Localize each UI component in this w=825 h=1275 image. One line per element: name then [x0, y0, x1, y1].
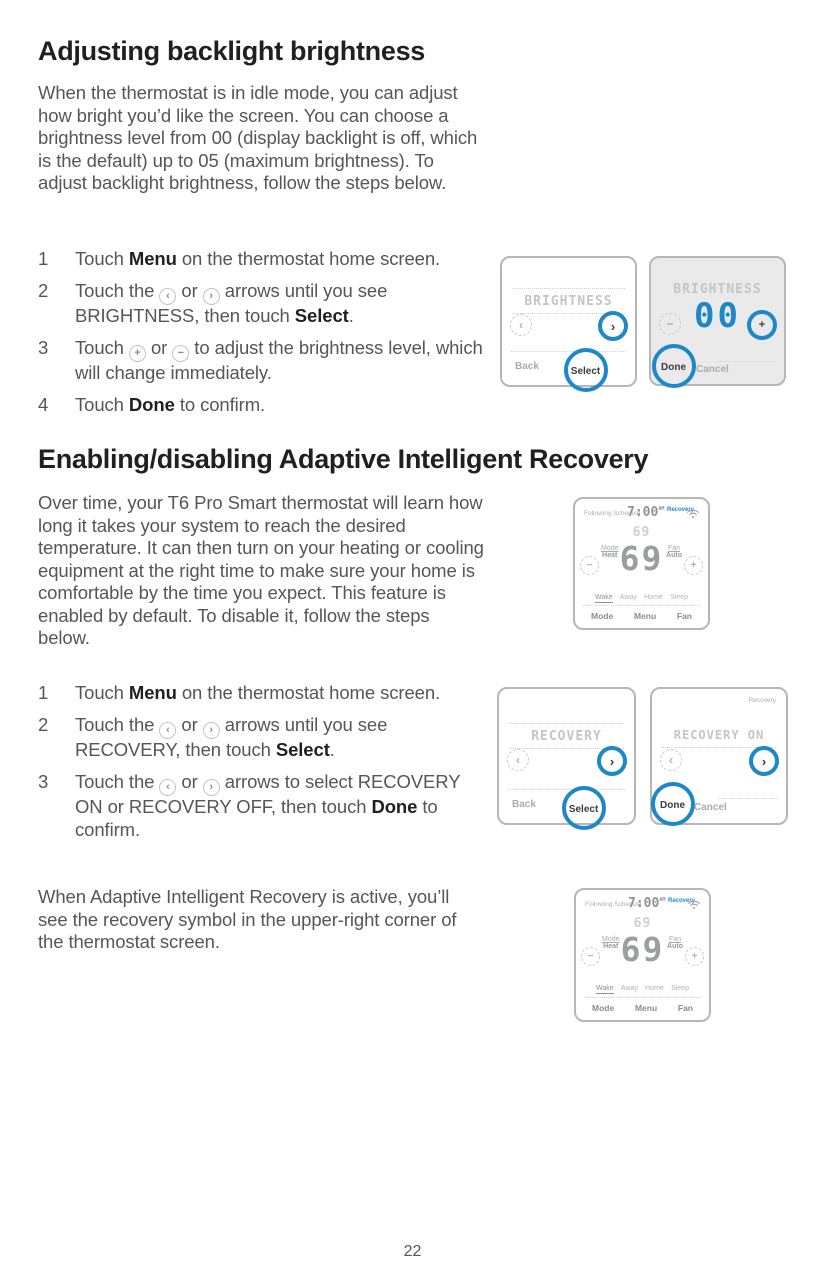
step-number: 2: [38, 714, 49, 735]
step-bold-keyword: Done: [371, 796, 418, 817]
circled-key-icon: ›: [203, 288, 220, 305]
mode-button: Mode: [591, 611, 614, 621]
step-number: 3: [38, 337, 49, 358]
circled-key-icon: ‹: [159, 288, 176, 305]
menu-title-frame: [509, 723, 624, 749]
circled-key-icon: ›: [203, 779, 220, 796]
step-text-fragment: or: [145, 337, 173, 358]
thermostat-screen-brightness-select: [500, 256, 637, 387]
minus-glyph: −: [666, 317, 674, 331]
step-bold-keyword: Menu: [128, 248, 177, 269]
plus-button: [685, 947, 704, 966]
cancel-button: Cancel: [694, 802, 727, 813]
step-number: 4: [38, 394, 49, 415]
step-bold-keyword: Done: [128, 394, 175, 415]
step-item: [38, 248, 488, 271]
current-temperature: 69: [620, 930, 665, 969]
schedule-periods: [596, 985, 689, 994]
circled-key-icon: ›: [203, 722, 220, 739]
plus-glyph: +: [690, 560, 697, 571]
time-value: 7:00: [628, 896, 660, 911]
thermostat-screen-brightness-adjust: [649, 256, 786, 386]
callout-right-arrow: [597, 746, 627, 776]
fan-indicator: [666, 545, 682, 559]
clock-display: [628, 896, 665, 911]
step-number: 1: [38, 682, 49, 703]
mode-indicator: [602, 936, 620, 950]
status-text: Following Schedule: [585, 901, 642, 908]
clock-display: [627, 505, 664, 520]
status-text: Following Schedule: [584, 510, 641, 517]
step-text-fragment: Touch: [75, 248, 129, 269]
screen-bottom-bar: [508, 789, 625, 814]
step-item: [38, 280, 488, 328]
done-button-callout: [661, 357, 686, 375]
mode-button: Mode: [592, 1003, 615, 1013]
step-text-fragment: Touch the: [75, 714, 160, 735]
select-button: Select: [568, 804, 599, 815]
menu-button: Menu: [633, 611, 657, 621]
circled-key-icon: ‹: [159, 779, 176, 796]
step-text: [75, 771, 488, 841]
menu-button: Menu: [634, 1003, 658, 1013]
step-text-fragment: to confirm.: [174, 394, 266, 415]
step-text: [75, 714, 488, 762]
step-text: [75, 248, 440, 271]
step-text-fragment: to confirm.: [75, 796, 438, 840]
brightness-menu-label: BRIGHTNESS: [524, 294, 613, 309]
select-button-callout: [569, 799, 598, 817]
step-bold-keyword: Select: [275, 739, 330, 760]
period-wake: Wake: [596, 985, 614, 992]
fan-button: Fan: [676, 611, 692, 621]
period-wake: Wake: [595, 594, 613, 601]
brightness-menu-label: BRIGHTNESS: [673, 282, 762, 297]
right-arrow-icon: ›: [610, 318, 616, 334]
done-button-callout: [660, 795, 685, 813]
period-away: Away: [619, 594, 637, 601]
recovery-intro-paragraph: Over time, your T6 Pro Smart thermostat will learn how long it takes your system to reach the desired temperature. It can then turn on your heating or cooling equipment at the right time to make sure your home is comfortable by the time you expect. This feature is enabled by default. To disable it, follow the steps below.: [38, 492, 484, 648]
mode-value: Heat: [602, 552, 618, 559]
fan-indicator: [667, 936, 683, 950]
recovery-corner-label: Recovery: [748, 697, 776, 704]
step-text-fragment: Touch: [75, 394, 129, 415]
step-bold-keyword: Menu: [128, 682, 177, 703]
recovery-steps-list: [38, 682, 488, 851]
step-text: [75, 280, 488, 328]
setpoint-temperature: 69: [633, 916, 652, 931]
mode-label: Mode: [601, 545, 619, 552]
chevron-left-glyph: ‹: [516, 753, 520, 767]
done-button: Done: [661, 362, 686, 373]
step-number: 2: [38, 280, 49, 301]
right-arrow-icon: ›: [761, 753, 767, 769]
recovery-menu-label: RECOVERY: [531, 729, 602, 744]
page-number: 22: [403, 1243, 422, 1260]
step-text-fragment: to adjust the brightness level, which will change immediately.: [75, 337, 483, 383]
minus-button: [580, 556, 599, 575]
step-text-fragment: arrows to select RECOVERY ON or RECOVERY OFF, then touch: [75, 771, 461, 817]
step-text-fragment: arrows until you see RECOVERY, then touch: [75, 714, 388, 760]
ampm-label: AM: [659, 897, 666, 903]
left-arrow-icon: [510, 314, 532, 336]
home-button-bar: [584, 997, 701, 1013]
dotted-divider: [719, 798, 777, 799]
period-away: Away: [620, 985, 638, 992]
minus-glyph: −: [586, 560, 593, 571]
step-item: [38, 682, 488, 705]
plus-button: +: [758, 318, 766, 331]
backlight-intro-paragraph: When the thermostat is in idle mode, you can adjust how bright you’d like the screen. You can choose a brightness level from 00 (display backlight is off, which is the default) up to 05 (maximum brightness). To adjust backlight brightness, follow the steps below.: [38, 82, 478, 193]
thermostat-screen-recovery-on: [650, 687, 788, 825]
plus-glyph: +: [691, 951, 698, 962]
brightness-value: 00: [694, 296, 741, 336]
fan-label: Fan: [668, 936, 682, 943]
step-item: [38, 771, 488, 841]
wifi-icon: [686, 506, 700, 524]
step-text-fragment: or: [176, 714, 203, 735]
backlight-steps-list: [38, 248, 488, 426]
callout-right-arrow: [598, 311, 628, 341]
back-button: Back: [515, 361, 539, 372]
fan-label: Fan: [667, 545, 681, 552]
step-text-fragment: on the thermostat home screen.: [176, 248, 441, 269]
minus-button: [581, 947, 600, 966]
step-bold-keyword: Select: [294, 305, 349, 326]
step-text-fragment: Touch: [75, 337, 129, 358]
recovery-note-paragraph: When Adaptive Intelligent Recovery is active, you’ll see the recovery symbol in the upper-right corner of the thermostat screen.: [38, 886, 457, 952]
mode-label: Mode: [602, 936, 620, 943]
fan-button: Fan: [677, 1003, 693, 1013]
step-text-fragment: Touch the: [75, 771, 160, 792]
step-text: [75, 394, 265, 417]
step-text-fragment: .: [348, 305, 354, 326]
step-number: 1: [38, 248, 49, 269]
thermostat-screen-recovery-select: [497, 687, 636, 825]
thermostat-home-screen: [574, 888, 711, 1022]
schedule-periods: [595, 594, 688, 603]
callout-right-arrow: [749, 746, 779, 776]
period-sleep: Sleep: [671, 985, 689, 992]
step-text: [75, 337, 488, 385]
current-temperature: 69: [619, 539, 664, 578]
period-home: Home: [644, 594, 663, 601]
step-number: 3: [38, 771, 49, 792]
period-sleep: Sleep: [670, 594, 688, 601]
step-text-fragment: Touch: [75, 682, 129, 703]
step-text-fragment: .: [329, 739, 335, 760]
callout-plus-button: [747, 310, 777, 340]
section-title-backlight: Adjusting backlight brightness: [38, 36, 426, 66]
section-title-recovery: Enabling/disabling Adaptive Intelligent Recovery: [38, 444, 649, 474]
left-arrow-icon: [660, 749, 682, 771]
ampm-label: AM: [658, 506, 665, 512]
step-text-fragment: or: [176, 280, 203, 301]
menu-title-frame: [512, 288, 625, 314]
done-button: Done: [660, 800, 685, 811]
fan-value: Auto: [666, 552, 682, 559]
circled-key-icon: ‹: [159, 722, 176, 739]
select-button: Select: [570, 366, 601, 377]
mode-indicator: [601, 545, 619, 559]
select-button-callout: [571, 361, 600, 379]
wifi-icon: [687, 897, 701, 915]
home-button-bar: [583, 605, 700, 621]
period-home: Home: [645, 985, 664, 992]
step-text-fragment: or: [176, 771, 203, 792]
fan-value: Auto: [667, 943, 683, 950]
step-text-fragment: arrows until you see BRIGHTNESS, then touch: [75, 280, 388, 326]
plus-button: [684, 556, 703, 575]
time-value: 7:00: [627, 505, 659, 520]
circled-key-icon: +: [129, 345, 146, 362]
menu-title-frame: [662, 723, 776, 748]
chevron-left-glyph: ‹: [669, 753, 673, 767]
step-text: [75, 682, 440, 705]
step-text-fragment: on the thermostat home screen.: [176, 682, 441, 703]
minus-glyph: −: [587, 951, 594, 962]
recovery-indicator: Recovery: [668, 898, 696, 904]
step-item: [38, 394, 488, 417]
mode-value: Heat: [603, 943, 619, 950]
left-arrow-icon: [507, 749, 529, 771]
cancel-button: Cancel: [696, 364, 729, 375]
recovery-indicator: Recovery: [667, 507, 695, 513]
minus-button: [659, 313, 681, 335]
chevron-left-glyph: ‹: [519, 318, 523, 332]
dotted-divider: [718, 361, 776, 362]
circled-key-icon: −: [172, 345, 189, 362]
screen-bottom-bar: [511, 351, 626, 376]
recovery-on-label: RECOVERY ON: [673, 728, 765, 742]
step-text-fragment: Touch the: [75, 280, 160, 301]
back-button: Back: [512, 799, 536, 810]
thermostat-home-screen: [573, 497, 710, 630]
right-arrow-icon: ›: [609, 753, 615, 769]
step-item: [38, 337, 488, 385]
setpoint-temperature: 69: [632, 525, 651, 540]
step-item: [38, 714, 488, 762]
